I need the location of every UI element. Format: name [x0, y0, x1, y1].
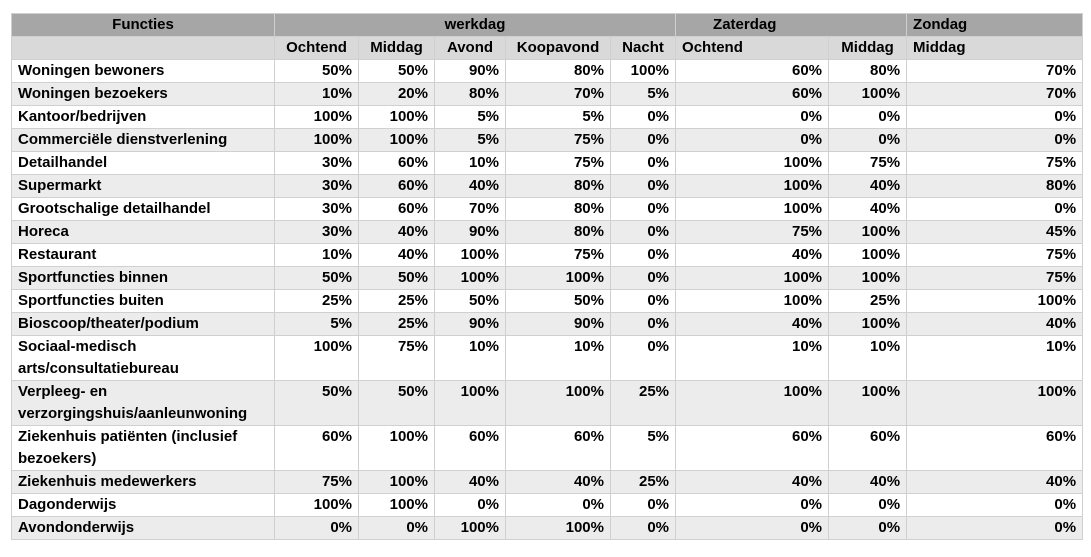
row-value: 75% [676, 221, 829, 244]
row-value: 40% [676, 471, 829, 494]
row-value: 100% [435, 381, 506, 426]
header-sub-row [12, 37, 1083, 60]
row-value: 60% [359, 175, 435, 198]
row-value: 50% [506, 290, 611, 313]
header-sub-werkdag-avond: Avond [435, 37, 506, 60]
row-value: 10% [506, 336, 611, 381]
header-sub-empty [12, 37, 275, 60]
row-value: 100% [506, 267, 611, 290]
row-value: 25% [611, 381, 676, 426]
row-value: 0% [676, 106, 829, 129]
row-value: 40% [506, 471, 611, 494]
row-label: Commerciële dienstverlening [12, 129, 275, 152]
row-value: 80% [435, 83, 506, 106]
row-value: 0% [676, 129, 829, 152]
row-value: 60% [435, 426, 506, 471]
row-label: Avondonderwijs [12, 517, 275, 540]
row-label: Sportfuncties buiten [12, 290, 275, 313]
row-value: 40% [359, 244, 435, 267]
row-value: 0% [829, 129, 907, 152]
row-label: Sportfuncties binnen [12, 267, 275, 290]
row-value: 75% [506, 244, 611, 267]
row-value: 100% [435, 517, 506, 540]
table-row [12, 198, 1083, 221]
row-value: 0% [611, 517, 676, 540]
row-value: 10% [907, 336, 1083, 381]
row-value: 75% [907, 152, 1083, 175]
row-value: 50% [359, 267, 435, 290]
row-value: 90% [506, 313, 611, 336]
row-value: 75% [907, 244, 1083, 267]
row-value: 0% [359, 517, 435, 540]
row-value: 0% [611, 494, 676, 517]
table-row [12, 290, 1083, 313]
row-value: 0% [907, 517, 1083, 540]
row-value: 25% [359, 313, 435, 336]
row-value: 25% [359, 290, 435, 313]
row-value: 100% [676, 267, 829, 290]
row-value: 0% [611, 198, 676, 221]
row-value: 75% [907, 267, 1083, 290]
row-value: 5% [611, 83, 676, 106]
row-value: 30% [275, 221, 359, 244]
row-value: 100% [359, 129, 435, 152]
row-value: 100% [275, 129, 359, 152]
row-value: 75% [359, 336, 435, 381]
row-value: 70% [907, 83, 1083, 106]
table-row [12, 152, 1083, 175]
row-value: 75% [829, 152, 907, 175]
row-value: 100% [506, 517, 611, 540]
row-value: 25% [275, 290, 359, 313]
row-value: 50% [359, 60, 435, 83]
row-value: 40% [829, 175, 907, 198]
row-value: 20% [359, 83, 435, 106]
row-value: 10% [435, 336, 506, 381]
row-value: 0% [611, 290, 676, 313]
row-value: 100% [907, 381, 1083, 426]
row-value: 100% [435, 244, 506, 267]
row-label: Bioscoop/theater/podium [12, 313, 275, 336]
row-label: Horeca [12, 221, 275, 244]
table-row [12, 221, 1083, 244]
row-value: 75% [506, 129, 611, 152]
row-value: 10% [435, 152, 506, 175]
row-value: 50% [435, 290, 506, 313]
row-value: 80% [506, 198, 611, 221]
row-value: 100% [435, 267, 506, 290]
row-value: 0% [611, 106, 676, 129]
row-value: 100% [275, 336, 359, 381]
row-value: 100% [275, 494, 359, 517]
row-value: 100% [907, 290, 1083, 313]
parking-occupancy-table-container [11, 13, 1082, 540]
row-value: 5% [611, 426, 676, 471]
row-value: 10% [676, 336, 829, 381]
row-value: 0% [907, 129, 1083, 152]
row-value: 40% [829, 471, 907, 494]
row-value: 100% [829, 244, 907, 267]
row-value: 80% [506, 175, 611, 198]
row-value: 0% [506, 494, 611, 517]
row-value: 40% [676, 244, 829, 267]
row-value: 90% [435, 60, 506, 83]
row-value: 0% [275, 517, 359, 540]
row-value: 0% [611, 221, 676, 244]
row-value: 0% [611, 129, 676, 152]
row-value: 50% [275, 60, 359, 83]
row-label: Detailhandel [12, 152, 275, 175]
row-value: 100% [359, 106, 435, 129]
row-value: 45% [907, 221, 1083, 244]
row-value: 100% [275, 106, 359, 129]
row-label: Verpleeg- en verzorgingshuis/aanleunwoning [12, 381, 275, 426]
row-value: 100% [829, 267, 907, 290]
row-value: 0% [676, 494, 829, 517]
row-value: 0% [907, 494, 1083, 517]
row-value: 30% [275, 198, 359, 221]
row-value: 100% [829, 381, 907, 426]
row-label: Ziekenhuis patiënten (inclusief bezoekers) [12, 426, 275, 471]
row-value: 80% [506, 221, 611, 244]
row-value: 0% [907, 106, 1083, 129]
header-group-row [12, 14, 1083, 37]
header-zaterdag: Zaterdag [676, 14, 907, 37]
row-value: 100% [676, 290, 829, 313]
row-value: 0% [611, 267, 676, 290]
row-value: 90% [435, 313, 506, 336]
row-value: 100% [676, 175, 829, 198]
row-value: 60% [359, 198, 435, 221]
table-row [12, 517, 1083, 540]
row-label: Supermarkt [12, 175, 275, 198]
row-value: 0% [611, 336, 676, 381]
header-sub-werkdag-middag: Middag [359, 37, 435, 60]
row-value: 50% [275, 381, 359, 426]
row-value: 75% [275, 471, 359, 494]
row-value: 60% [907, 426, 1083, 471]
row-value: 0% [611, 152, 676, 175]
table-row [12, 336, 1083, 381]
row-value: 5% [435, 129, 506, 152]
row-value: 70% [506, 83, 611, 106]
header-zondag: Zondag [907, 14, 1083, 37]
header-sub-zaterdag-middag: Middag [829, 37, 907, 60]
row-value: 70% [435, 198, 506, 221]
header-sub-werkdag-ochtend: Ochtend [275, 37, 359, 60]
header-sub-werkdag-koopavond: Koopavond [506, 37, 611, 60]
row-value: 40% [907, 313, 1083, 336]
row-label: Woningen bezoekers [12, 83, 275, 106]
row-value: 40% [435, 471, 506, 494]
table-row [12, 426, 1083, 471]
row-value: 25% [829, 290, 907, 313]
table-row [12, 83, 1083, 106]
row-value: 0% [829, 106, 907, 129]
row-value: 0% [829, 494, 907, 517]
table-row [12, 494, 1083, 517]
row-value: 100% [611, 60, 676, 83]
row-label: Sociaal-medisch arts/consultatiebureau [12, 336, 275, 381]
row-value: 100% [506, 381, 611, 426]
row-value: 75% [506, 152, 611, 175]
header-sub-werkdag-nacht: Nacht [611, 37, 676, 60]
row-value: 100% [676, 198, 829, 221]
header-sub-zaterdag-ochtend: Ochtend [676, 37, 829, 60]
row-value: 60% [676, 83, 829, 106]
table-row [12, 106, 1083, 129]
row-value: 100% [359, 494, 435, 517]
row-value: 100% [829, 221, 907, 244]
table-row [12, 60, 1083, 83]
row-value: 5% [275, 313, 359, 336]
row-value: 0% [611, 313, 676, 336]
row-value: 80% [829, 60, 907, 83]
row-value: 10% [829, 336, 907, 381]
row-value: 100% [359, 471, 435, 494]
row-value: 0% [907, 198, 1083, 221]
row-value: 100% [829, 313, 907, 336]
row-value: 30% [275, 175, 359, 198]
row-label: Kantoor/bedrijven [12, 106, 275, 129]
row-value: 80% [907, 175, 1083, 198]
row-value: 10% [275, 244, 359, 267]
table-row [12, 381, 1083, 426]
row-value: 100% [829, 83, 907, 106]
row-value: 60% [676, 60, 829, 83]
table-row [12, 175, 1083, 198]
row-value: 40% [829, 198, 907, 221]
row-value: 10% [275, 83, 359, 106]
row-value: 90% [435, 221, 506, 244]
row-value: 40% [676, 313, 829, 336]
table-row [12, 267, 1083, 290]
row-value: 60% [275, 426, 359, 471]
row-value: 40% [359, 221, 435, 244]
row-value: 80% [506, 60, 611, 83]
row-value: 60% [829, 426, 907, 471]
row-label: Dagonderwijs [12, 494, 275, 517]
row-value: 60% [506, 426, 611, 471]
row-value: 0% [435, 494, 506, 517]
parking-occupancy-table [11, 13, 1083, 540]
row-label: Grootschalige detailhandel [12, 198, 275, 221]
row-value: 50% [359, 381, 435, 426]
row-value: 60% [359, 152, 435, 175]
table-row [12, 471, 1083, 494]
row-value: 0% [611, 175, 676, 198]
row-value: 40% [435, 175, 506, 198]
table-row [12, 313, 1083, 336]
row-value: 5% [506, 106, 611, 129]
row-label: Ziekenhuis medewerkers [12, 471, 275, 494]
table-body [12, 60, 1083, 540]
row-value: 100% [676, 152, 829, 175]
header-functies: Functies [12, 14, 275, 37]
row-value: 100% [676, 381, 829, 426]
header-sub-zondag-middag: Middag [907, 37, 1083, 60]
row-value: 50% [275, 267, 359, 290]
row-value: 0% [676, 517, 829, 540]
row-value: 100% [359, 426, 435, 471]
row-value: 0% [611, 244, 676, 267]
row-value: 30% [275, 152, 359, 175]
table-row [12, 129, 1083, 152]
row-value: 25% [611, 471, 676, 494]
row-label: Restaurant [12, 244, 275, 267]
table-row [12, 244, 1083, 267]
row-value: 5% [435, 106, 506, 129]
row-value: 0% [829, 517, 907, 540]
row-value: 40% [907, 471, 1083, 494]
header-werkdag: werkdag [275, 14, 676, 37]
row-label: Woningen bewoners [12, 60, 275, 83]
row-value: 60% [676, 426, 829, 471]
row-value: 70% [907, 60, 1083, 83]
